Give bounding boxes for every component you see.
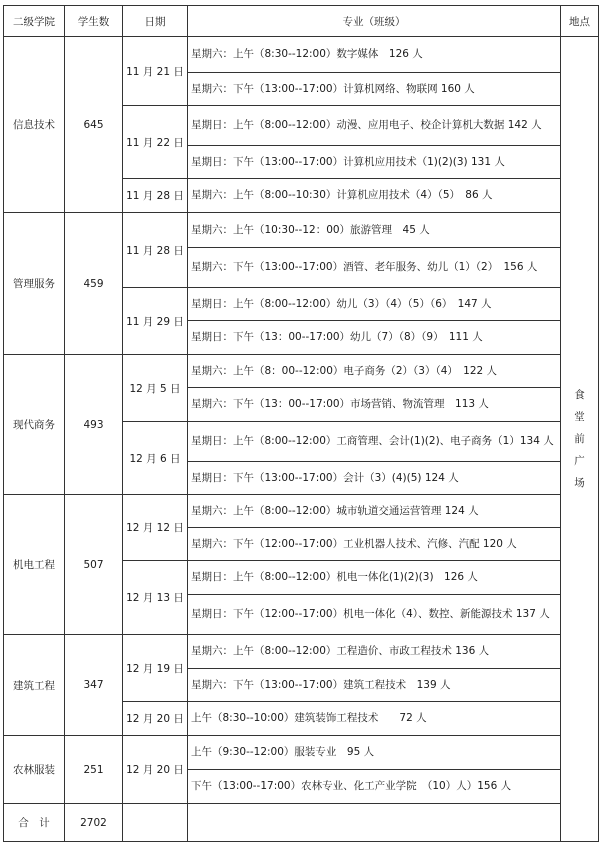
students-cell: 507 (65, 495, 123, 635)
date-cell: 11 月 22 日 (123, 106, 188, 179)
date-cell: 12 月 20 日 (123, 736, 188, 804)
major-cell: 上午（8:30--10:00）建筑装饰工程技术 72 人 (188, 702, 561, 736)
college-cell: 机电工程 (4, 495, 65, 635)
college-cell: 建筑工程 (4, 635, 65, 736)
date-cell: 12 月 12 日 (123, 495, 188, 561)
major-cell: 星期日：下午（13:00--17:00）计算机应用技术（1)(2)(3) 131 人 (188, 146, 561, 179)
location-char: 广 (574, 455, 585, 467)
date-cell: 12 月 5 日 (123, 355, 188, 422)
students-cell: 459 (65, 213, 123, 355)
date-cell: 11 月 29 日 (123, 288, 188, 355)
college-cell: 管理服务 (4, 213, 65, 355)
table-row (4, 736, 599, 770)
major-cell: 星期六：下午（13:00--17:00）酒管、老年服务、幼儿（1）（2） 156 人 (188, 248, 561, 288)
major-cell: 星期日：下午（13:00--17:00）会计（3）(4)(5) 124 人 (188, 462, 561, 495)
major-cell: 星期日：上午（8:00--12:00）幼儿（3）（4）（5）（6） 147 人 (188, 288, 561, 321)
table-row (4, 37, 599, 73)
major-cell: 星期六：上午（8：00--12:00）电子商务（2）（3）（4） 122 人 (188, 355, 561, 388)
location-char: 食 (574, 389, 585, 401)
students-cell: 347 (65, 635, 123, 736)
location-char: 场 (574, 477, 585, 489)
table-row (4, 355, 599, 388)
major-cell: 星期日：上午（8:00--12:00）动漫、应用电子、校企计算机大数据 142 人 (188, 106, 561, 146)
date-cell: 11 月 28 日 (123, 179, 188, 213)
exam-schedule-table (3, 5, 599, 842)
table-row (4, 495, 599, 528)
major-cell: 星期六：下午（12:00--17:00）工业机器人技术、汽修、汽配 120 人 (188, 528, 561, 561)
major-cell: 星期日：下午（12:00--17:00）机电一体化（4）、数控、新能源技术 137 人 (188, 595, 561, 635)
major-cell: 星期六：上午（8:30--12:00）数字媒体 126 人 (188, 37, 561, 73)
college-cell: 农林服装 (4, 736, 65, 804)
date-cell: 11 月 28 日 (123, 213, 188, 288)
students-cell: 645 (65, 37, 123, 213)
college-cell: 信息技术 (4, 37, 65, 213)
empty-cell (123, 804, 188, 842)
major-cell: 星期六：上午（8:00--10:30）计算机应用技术（4）（5） 86 人 (188, 179, 561, 213)
location-cell (561, 37, 599, 842)
total-label: 合 计 (4, 804, 65, 842)
major-cell: 星期日：上午（8:00--12:00）工商管理、会计(1)(2)、电子商务（1）134 人 (188, 422, 561, 462)
location-char: 前 (574, 433, 585, 445)
major-cell: 星期六：上午（8:00--12:00）工程造价、市政工程技术 136 人 (188, 635, 561, 669)
major-cell: 星期六：下午（13:00--17:00）计算机网络、物联网 160 人 (188, 73, 561, 106)
schedule-body (4, 6, 599, 842)
major-cell: 星期六：上午（8:00--12:00）城市轨道交通运营管理 124 人 (188, 495, 561, 528)
header-college: 二级学院 (4, 6, 65, 37)
header-row (4, 6, 599, 37)
table-row (4, 213, 599, 248)
header-date: 日期 (123, 6, 188, 37)
major-cell: 星期六：下午（13:00--17:00）建筑工程技术 139 人 (188, 669, 561, 702)
college-cell: 现代商务 (4, 355, 65, 495)
location-char: 堂 (574, 411, 585, 423)
major-cell: 星期日：下午（13：00--17:00）幼儿（7）（8）（9） 111 人 (188, 321, 561, 355)
date-cell: 12 月 6 日 (123, 422, 188, 495)
date-cell: 11 月 21 日 (123, 37, 188, 106)
major-cell: 下午（13:00--17:00）农林专业、化工产业学院 （10）人）156 人 (188, 770, 561, 804)
total-row (4, 804, 599, 842)
major-cell: 星期六：上午（10:30--12：00）旅游管理 45 人 (188, 213, 561, 248)
major-cell: 星期六：下午（13：00--17:00）市场营销、物流管理 113 人 (188, 388, 561, 422)
date-cell: 12 月 19 日 (123, 635, 188, 702)
major-cell: 星期日：上午（8:00--12:00）机电一体化(1)(2)(3) 126 人 (188, 561, 561, 595)
students-cell: 251 (65, 736, 123, 804)
header-major: 专业（班级） (188, 6, 561, 37)
date-cell: 12 月 13 日 (123, 561, 188, 635)
students-cell: 493 (65, 355, 123, 495)
header-location: 地点 (561, 6, 599, 37)
header-students: 学生数 (65, 6, 123, 37)
table-row (4, 635, 599, 669)
total-students: 2702 (65, 804, 123, 842)
date-cell: 12 月 20 日 (123, 702, 188, 736)
empty-cell (188, 804, 561, 842)
major-cell: 上午（9:30--12:00）服装专业 95 人 (188, 736, 561, 770)
